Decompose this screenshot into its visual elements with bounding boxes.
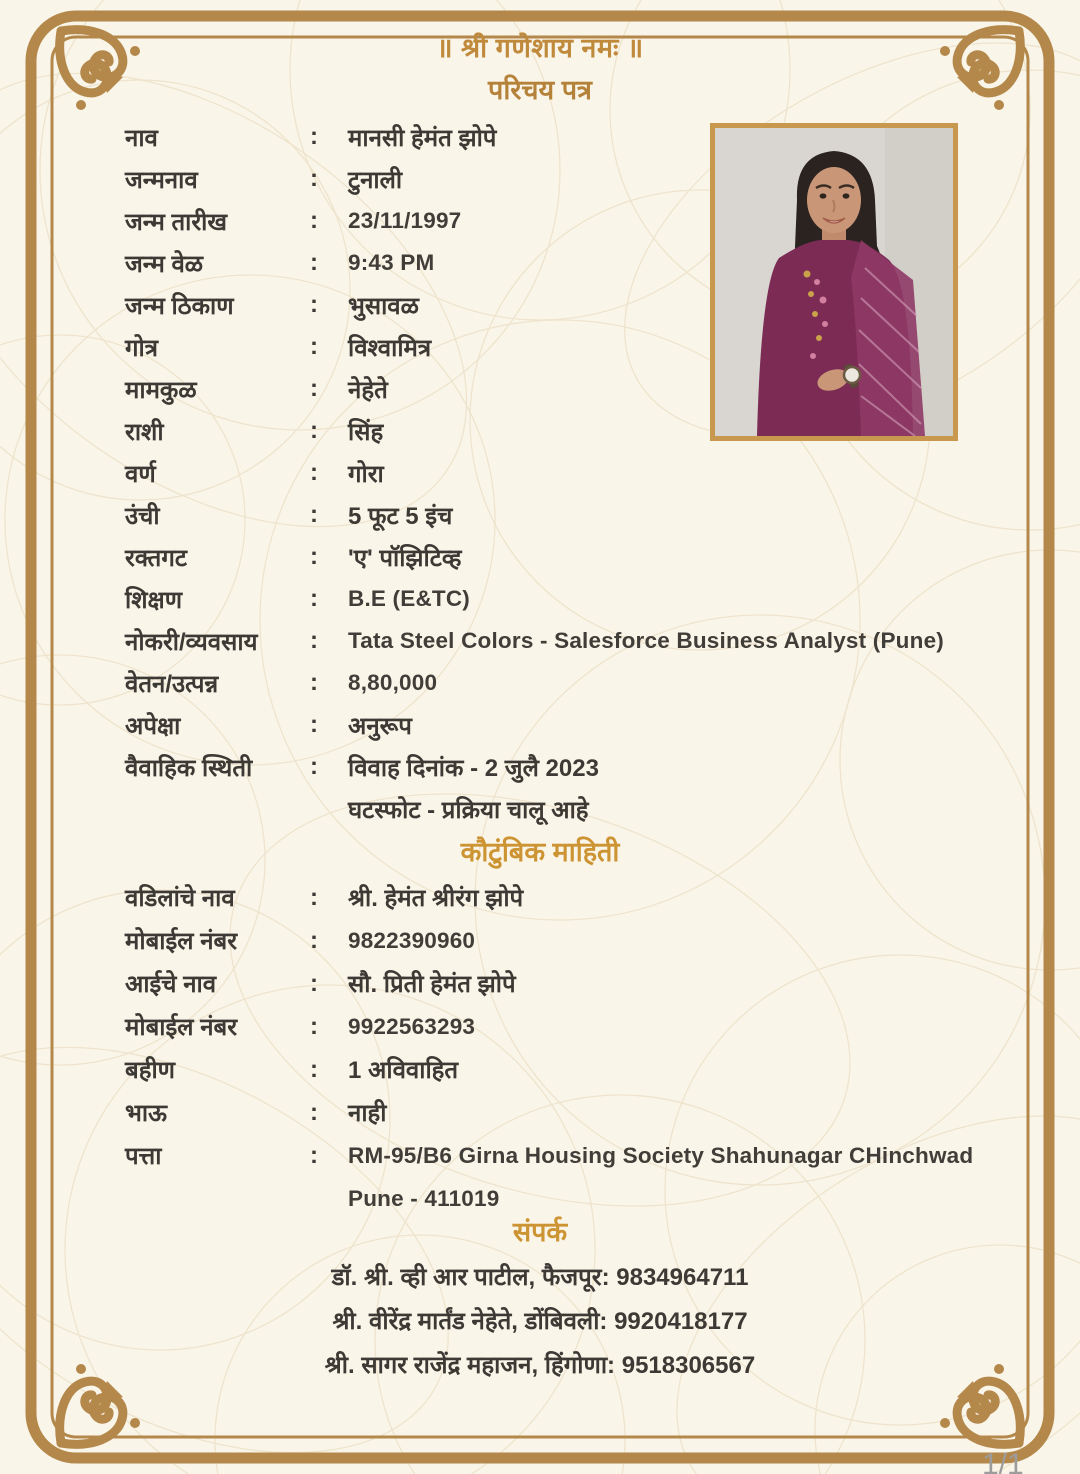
field-value: 23/11/1997 (348, 208, 462, 233)
field-row: उंची : 5 फूट 5 इंच (125, 494, 985, 536)
field-value: 5 फूट 5 इंच (348, 502, 453, 530)
field-value: गोरा (348, 460, 384, 488)
field-row: मोबाईल नंबर : 9922563293 (125, 1005, 985, 1048)
field-label: आईचे नाव (125, 971, 217, 998)
field-label: मामकुळ (125, 376, 197, 404)
page-title: परिचय पत्र (488, 75, 592, 105)
field-row: भाऊ : नाही (125, 1091, 985, 1134)
field-label: जन्म ठिकाण (125, 292, 234, 320)
field-row: नोकरी/व्यवसाय : Tata Steel Colors - Salesforce Business Analyst (Pune) (125, 620, 985, 662)
address-line2: Pune - 411019 (348, 1185, 500, 1211)
field-row: मोबाईल नंबर : 9822390960 (125, 919, 985, 962)
field-row: पत्ता : RM-95/B6 Girna Housing Society Shahunagar CHinchwad (125, 1134, 985, 1177)
field-value: नाही (348, 1100, 387, 1127)
field-label: वैवाहिक स्थिती (125, 754, 253, 782)
field-label: वेतन/उत्पन्न (125, 670, 219, 698)
field-value: Tata Steel Colors - Salesforce Business Analyst (Pune) (348, 628, 944, 653)
field-label: वडिलांचे नाव (125, 885, 235, 912)
field-label: मोबाईल नंबर (125, 928, 238, 955)
field-value: सौ. प्रिती हेमंत झोपे (348, 971, 516, 998)
field-row: अपेक्षा : अनुरूप (125, 704, 985, 746)
field-row: आईचे नाव : सौ. प्रिती हेमंत झोपे (125, 962, 985, 1005)
personal-details (125, 116, 985, 830)
field-row: वडिलांचे नाव : श्री. हेमंत श्रीरंग झोपे (125, 876, 985, 919)
field-value: भुसावळ (348, 292, 419, 320)
field-label: वर्ण (125, 460, 156, 488)
field-row: गोत्र : विश्वामित्र (125, 326, 985, 368)
field-value: टुनाली (348, 166, 403, 194)
field-label: नाव (125, 124, 158, 152)
field-row: वेतन/उत्पन्न : 8,80,000 (125, 662, 985, 704)
field-label: जन्म तारीख (125, 208, 228, 236)
field-row: बहीण : 1 अविवाहित (125, 1048, 985, 1091)
field-value: 'ए' पॉझिटिव्ह (348, 544, 462, 572)
field-label: उंची (125, 502, 160, 530)
contact-list (0, 1256, 1080, 1388)
field-row: जन्म वेळ : 9:43 PM (125, 242, 985, 284)
family-section-heading: कौटुंबिक माहिती (460, 837, 620, 867)
contact-section-heading: संपर्क (512, 1217, 568, 1247)
field-value: नेहेते (348, 376, 388, 404)
field-value: अनुरूप (348, 712, 412, 740)
contact-entry: डॉ. श्री. व्ही आर पाटील, फैजपूर: 9834964711 (331, 1264, 749, 1291)
page-indicator: 1/1 (982, 1448, 1024, 1474)
field-value: श्री. हेमंत श्रीरंग झोपे (348, 885, 524, 912)
field-row: वैवाहिक स्थिती : विवाह दिनांक - 2 जुलै 2023 (125, 746, 985, 788)
field-value: 8,80,000 (348, 670, 438, 695)
field-label: राशी (125, 418, 164, 446)
field-label: नोकरी/व्यवसाय (125, 628, 258, 656)
field-label: पत्ता (125, 1143, 162, 1170)
field-value: B.E (E&TC) (348, 586, 470, 611)
field-label: जन्मनाव (125, 166, 198, 194)
field-value: विवाह दिनांक - 2 जुलै 2023 (348, 754, 599, 782)
field-value: 9922563293 (348, 1013, 476, 1039)
field-row: जन्म ठिकाण : भुसावळ (125, 284, 985, 326)
field-label: जन्म वेळ (125, 250, 204, 278)
field-row: वर्ण : गोरा (125, 452, 985, 494)
field-label: भाऊ (125, 1100, 167, 1127)
field-row: मामकुळ : नेहेते (125, 368, 985, 410)
field-label: बहीण (125, 1057, 176, 1084)
field-value: मानसी हेमंत झोपे (348, 124, 497, 152)
field-row: जन्मनाव : टुनाली (125, 158, 985, 200)
field-label: गोत्र (125, 334, 158, 362)
field-row: रक्तगट : 'ए' पॉझिटिव्ह (125, 536, 985, 578)
field-label: अपेक्षा (125, 712, 181, 740)
field-value: 9822390960 (348, 927, 476, 953)
field-value: विश्वामित्र (348, 334, 432, 362)
field-row: नाव : मानसी हेमंत झोपे (125, 116, 985, 158)
field-label: रक्तगट (125, 544, 187, 572)
field-row: शिक्षण : B.E (E&TC) (125, 578, 985, 620)
marital-status-note: घटस्फोट - प्रक्रिया चालू आहे (348, 796, 589, 824)
family-details (125, 876, 985, 1220)
field-value: 9:43 PM (348, 250, 435, 275)
field-value: 1 अविवाहित (348, 1057, 459, 1084)
invocation-header: ॥ श्री गणेशाय नमः ॥ (436, 33, 644, 63)
field-row: राशी : सिंह (125, 410, 985, 452)
field-row: जन्म तारीख : 23/11/1997 (125, 200, 985, 242)
field-label: शिक्षण (125, 586, 183, 614)
field-value: RM-95/B6 Girna Housing Society Shahunagar CHinchwad (348, 1142, 974, 1168)
field-value: सिंह (348, 418, 384, 446)
contact-entry: श्री. वीरेंद्र मार्तंड नेहेते, डोंबिवली: 9920418177 (332, 1308, 748, 1335)
contact-entry: श्री. सागर राजेंद्र महाजन, हिंगोणा: 9518306567 (324, 1352, 756, 1379)
field-label: मोबाईल नंबर (125, 1014, 238, 1041)
